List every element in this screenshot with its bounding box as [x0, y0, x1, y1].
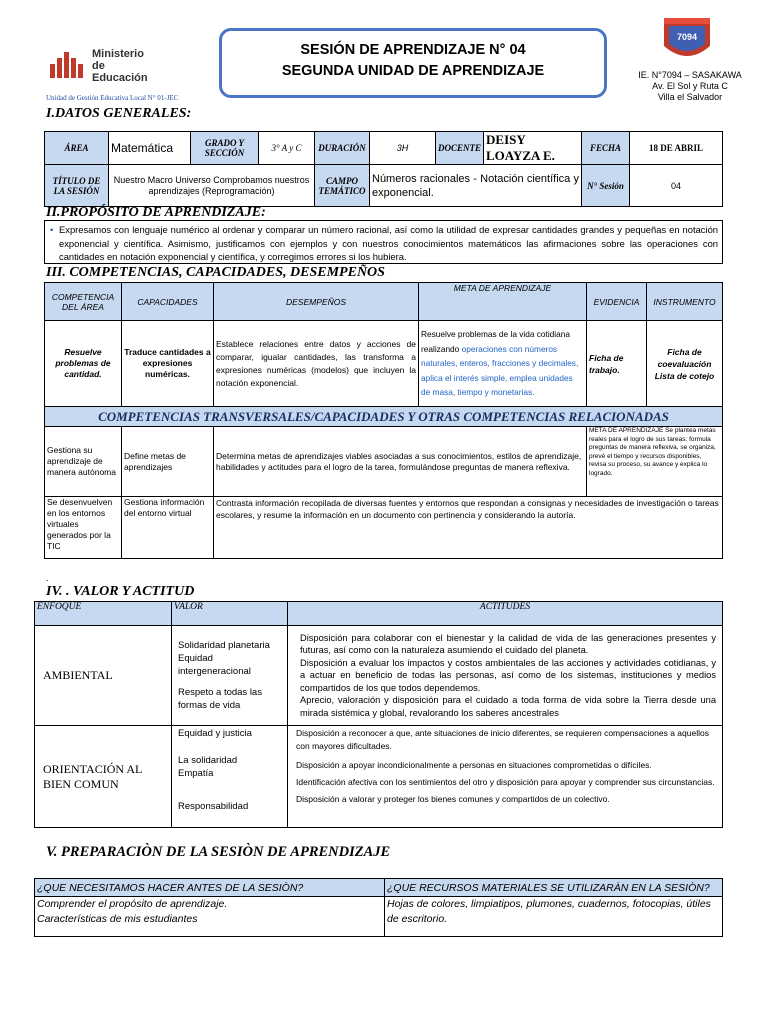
- school-address: Av. El Sol y Ruta C: [652, 81, 728, 91]
- t2-comp-text: Se desenvuelven en los entornos virtuales generados por la TIC: [47, 497, 113, 551]
- h-evidencia: EVIDENCIA: [587, 283, 647, 321]
- duracion-value: 3H: [370, 132, 436, 165]
- desempeno-value: Establece relaciones entre datos y acciones de comparar, igualar cantidades, las transforma a expresiones numéricas (modelos) que incluyen la notación exponencial.: [214, 321, 419, 407]
- t2-cap: Gestiona información del entorno virtual: [122, 497, 214, 559]
- valor-item: Empatía: [178, 768, 214, 779]
- purpose-text: Expresamos con lenguaje numérico al ordenar y comparar un número racional, así como la utilidad de expresar cantidades grandes y pequeñas en notación exponencial y científica. Asimismo, justificamos con ejemplos y con nuestros conocimientos matemáticos las afirmaciones sobre las operaciones con cantidades en notación exponencial y científica, y corregimos errores si los hubiera.: [59, 224, 718, 262]
- docente-label: DOCENTE: [436, 132, 484, 165]
- valor-item: Equidad y justicia: [178, 728, 252, 739]
- recursos-value: Hojas de colores, limpiatipos, plumones, cuadernos, fotocopias, útiles de escritorio.: [385, 897, 723, 937]
- antes-item: Características de mis estudiantes: [37, 913, 198, 925]
- ugel-label: Unidad de Gestión Educativa Local N° 01-JEC: [46, 94, 179, 102]
- grado-value: 3° A y C: [259, 132, 315, 165]
- meta-blue: operaciones con números naturales, enteros, fracciones y decimales, aplica el interés simple, emplea unidades de masa, tiempo y monetarias.: [421, 343, 579, 398]
- t1-cap: Define metas de aprendizajes: [122, 427, 214, 497]
- section5-title: V. PREPARACIÒN DE LA SESIÒN DE APRENDIZAJE: [46, 844, 391, 860]
- stray-dot: .: [46, 573, 49, 583]
- nsesion-label: N° Sesión: [582, 165, 630, 207]
- school-logo-text: 7094: [676, 32, 698, 42]
- campo-label: CAMPO TEMÁTICO: [315, 165, 370, 207]
- session-title-box: [219, 28, 607, 98]
- docente-value: DEISY LOAYZA E.: [484, 132, 582, 165]
- meta-black: Resuelve problemas de la vida cotidiana realizando: [421, 329, 570, 354]
- ambiental-actitudes: [288, 626, 723, 726]
- school-info: [625, 70, 755, 103]
- h-enfoque: ENFOQUE: [35, 602, 172, 626]
- t2-des: Contrasta información recopilada de diversas fuentes y entornos que respondan a consignas y necesidades de investigación o tareas escolares, y resume la información en un documento con pertinencia y considerando la autoría.: [214, 497, 723, 559]
- ministry-line1: Ministerio: [92, 48, 144, 60]
- school-name: IE. N°7094 – SASAKAWA: [638, 70, 742, 80]
- ambiental-valores: [172, 626, 288, 726]
- area-label: ÁREA: [45, 132, 109, 165]
- t1-comp: Gestiona su aprendizaje de manera autónoma: [45, 427, 122, 497]
- fecha-label: FECHA: [582, 132, 630, 165]
- enfoque-ambiental: AMBIENTAL: [35, 626, 172, 726]
- bullet-icon: •: [50, 224, 54, 235]
- h-desempenos: DESEMPEÑOS: [214, 283, 419, 321]
- evidencia-value: Ficha de trabajo.: [587, 321, 647, 407]
- ministry-bars-icon: [50, 50, 86, 78]
- h-recursos: ¿QUE RECURSOS MATERIALES SE UTILIZARÀN EN LA SESIÒN?: [385, 879, 723, 897]
- ministry-line2: de Educación: [92, 60, 148, 84]
- h-meta: META DE APRENDIZAJE: [419, 283, 587, 321]
- ministry-logo: [50, 44, 162, 84]
- nsesion-value: 04: [630, 165, 723, 207]
- valor-item: La solidaridad: [178, 755, 238, 766]
- section3-title: III. COMPETENCIAS, CAPACIDADES, DESEMPEÑOS: [46, 265, 385, 280]
- actitud-item: Disposición a reconocer a que, ante situaciones de inicio diferentes, se requieren compensaciones a aquellos con mayores dificultades.: [296, 728, 709, 751]
- actitud-item: Disposición a valorar y proteger los bienes comunes y compartidos de un colectivo.: [296, 794, 610, 804]
- section1-title: I.DATOS GENERALES:: [46, 106, 192, 121]
- area-value: Matemática: [109, 132, 191, 165]
- fecha-value: 18 DE ABRIL: [630, 132, 723, 165]
- instrumento-value: Ficha de coevaluación Lista de cotejo: [647, 321, 723, 407]
- values-table: [34, 601, 723, 828]
- h-actitudes: ACTITUDES: [288, 602, 723, 626]
- actitud-item: Disposición a apoyar incondicionalmente a personas en situaciones comprometidas o difíciles.: [296, 760, 652, 770]
- actitud-item: Identificación afectiva con los sentimientos del otro y disposición para apoyar y comprender sus circunstancias.: [296, 777, 715, 787]
- competencia-value: Resuelve problemas de cantidad.: [45, 321, 122, 407]
- enfoque-orientacion: ORIENTACIÓN AL BIEN COMUN: [35, 726, 172, 828]
- valor-item: Responsabilidad: [178, 801, 249, 812]
- h-antes: ¿QUE NECESITAMOS HACER ANTES DE LA SESIÒN?: [35, 879, 385, 897]
- duracion-label: DURACIÓN: [315, 132, 370, 165]
- t1-des: Determina metas de aprendizajes viables asociadas a sus conocimientos, estilos de aprendizaje, habilidades y actitudes para el logro de la tarea, formulándose preguntas de manera reflexiva.: [214, 427, 587, 497]
- t2-comp: [45, 497, 122, 559]
- h-capacidades: CAPACIDADES: [122, 283, 214, 321]
- school-logo: [660, 16, 714, 64]
- preparation-table: [34, 878, 723, 937]
- capacidad-value: Traduce cantidades a expresiones numéricas.: [122, 321, 214, 407]
- session-title: SESIÓN DE APRENDIZAJE N° 04: [300, 42, 526, 58]
- meta-value: [419, 321, 587, 407]
- antes-cell: [35, 897, 385, 937]
- h-instrumento: INSTRUMENTO: [647, 283, 723, 321]
- competencies-table: [44, 282, 723, 559]
- school-district: Villa el Salvador: [657, 92, 723, 102]
- grado-label: GRADO Y SECCIÓN: [191, 132, 259, 165]
- valor-item: Solidaridad planetaria: [178, 640, 270, 651]
- bien-comun-actitudes: [288, 726, 723, 828]
- valor-item: Equidad intergeneracional: [178, 653, 251, 677]
- purpose-box: [44, 220, 723, 264]
- titulo-label: TÍTULO DE LA SESIÓN: [45, 165, 109, 207]
- campo-value: Números racionales - Notación científica y exponencial.: [370, 165, 582, 207]
- h-valor: VALOR: [172, 602, 288, 626]
- h-competencia: COMPETENCIA DEL ÁREA: [45, 283, 122, 321]
- antes-item: Comprender el propósito de aprendizaje.: [37, 898, 228, 910]
- unit-title: SEGUNDA UNIDAD DE APRENDIZAJE: [281, 63, 545, 79]
- bien-comun-valores: [172, 726, 288, 828]
- actitud-item: Aprecio, valoración y disposición para el cuidado a toda forma de vida sobre la Tierra desde una mirada sistémica y global, revalorando los saberes ancestrales: [300, 695, 716, 718]
- actitud-item: Disposición para colaborar con el bienestar y la calidad de vida de las generaciones presentes y futuras, así como con la naturaleza asumiendo el cuidado del planeta.: [300, 632, 716, 656]
- section2-title: II.PROPÓSITO DE APRENDIZAJE:: [46, 205, 266, 220]
- t1-meta: META DE APRENDIZAJE Se plantea metas reales para el logro de sus tareas: formula preguntas de manera reflexiva, se organiza, prevé el tiempo y recursos disponibles, revisa su proceso, su avance y explica lo logrado.: [587, 427, 723, 497]
- section4-title: IV. . VALOR Y ACTITUD: [46, 584, 195, 599]
- transversal-title: COMPETENCIAS TRANSVERSALES/CAPACIDADES Y OTRAS COMPETENCIAS RELACIONADAS: [45, 407, 723, 427]
- general-data-table: [44, 131, 723, 207]
- titulo-value: Nuestro Macro Universo Comprobamos nuestros aprendizajes (Reprogramación): [109, 165, 315, 207]
- valor-item: Respeto a todas las formas de vida: [178, 687, 262, 711]
- actitud-item: Disposición a evaluar los impactos y costos ambientales de las acciones y actividades cotidianas, y a actuar en beneficio de todas las personas, así como de los sistemas, instituciones y medios compartidos de los que todos dependemos.: [300, 657, 716, 693]
